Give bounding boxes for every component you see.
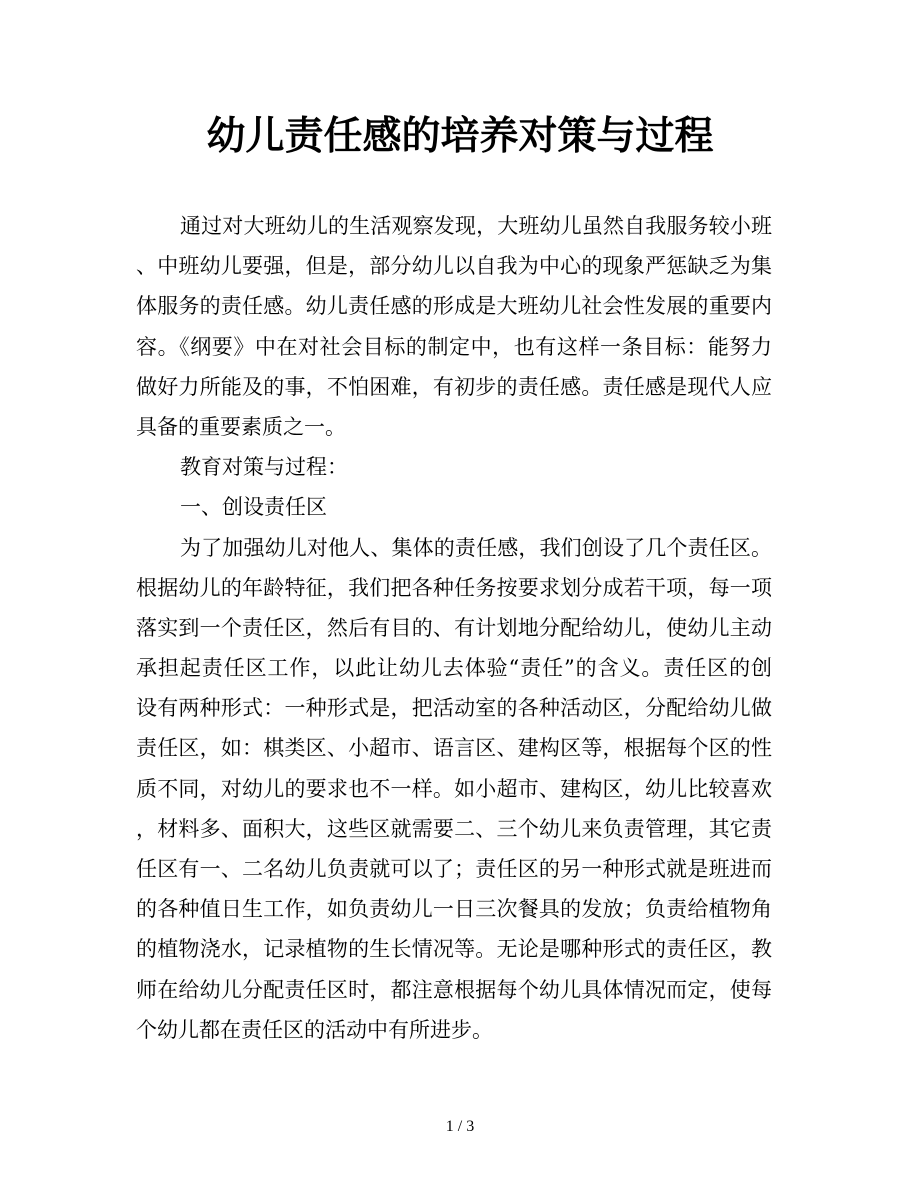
- text-line: 做好力所能及的事，不怕困难，有初步的责任感。责任感是现代人应: [136, 374, 772, 399]
- text-line: 任区有一、二名幼儿负责就可以了；责任区的另一种形式就是班进而: [136, 857, 772, 881]
- text-line: 、中班幼儿要强，但是，部分幼儿以自我为中心的现象严惩缺乏为集: [136, 254, 772, 279]
- text-line: 承担起责任区工作，以此让幼儿去体验“责任”的含义。责任区的创: [136, 656, 772, 681]
- text-line: 的各种值日生工作，如负责幼儿一日三次餐具的发放；负责给植物角: [136, 897, 772, 922]
- page-number: 1 / 3: [445, 1118, 475, 1135]
- text-line: ，材料多、面积大，这些区就需要二、三个幼儿来负责管理，其它责: [136, 816, 772, 841]
- text-line: 为了加强幼儿对他人、集体的责任感，我们创设了几个责任区。: [180, 535, 772, 560]
- text-line: 责任区，如：棋类区、小超市、语言区、建构区等，根据每个区的性: [136, 736, 772, 761]
- text-line: 落实到一个责任区，然后有目的、有计划地分配给幼儿，使幼儿主动: [136, 615, 772, 640]
- text-line: 根据幼儿的年龄特征，我们把各种任务按要求划分成若干项，每一项: [136, 575, 772, 600]
- text-line: 师在给幼儿分配责任区时，都注意根据每个幼儿具体情况而定，使每: [136, 977, 772, 1002]
- text-line: 体服务的责任感。幼儿责任感的形成是大班幼儿社会性发展的重要内: [136, 294, 772, 319]
- document-title: 幼儿责任感的培养对策与过程: [206, 113, 714, 159]
- text-line: 通过对大班幼儿的生活观察发现，大班幼儿虽然自我服务较小班: [180, 214, 772, 238]
- section-heading: 一、创设责任区: [180, 495, 327, 520]
- text-line: 质不同，对幼儿的要求也不一样。如小超市、建构区，幼儿比较喜欢: [136, 776, 772, 801]
- text-line: 的植物浇水，记录植物的生长情况等。无论是哪种形式的责任区，教: [136, 937, 772, 962]
- section-heading: 教育对策与过程：: [180, 455, 348, 480]
- text-line: 设有两种形式：一种形式是，把活动室的各种活动区，分配给幼儿做: [136, 696, 772, 721]
- text-line: 容。《纲要》中在对社会目标的制定中，也有这样一条目标：能努力: [136, 334, 772, 359]
- text-line: 个幼儿都在责任区的活动中有所进步。: [136, 1017, 493, 1042]
- document-body: [136, 206, 772, 1050]
- text-line: 具备的重要素质之一。: [136, 414, 346, 439]
